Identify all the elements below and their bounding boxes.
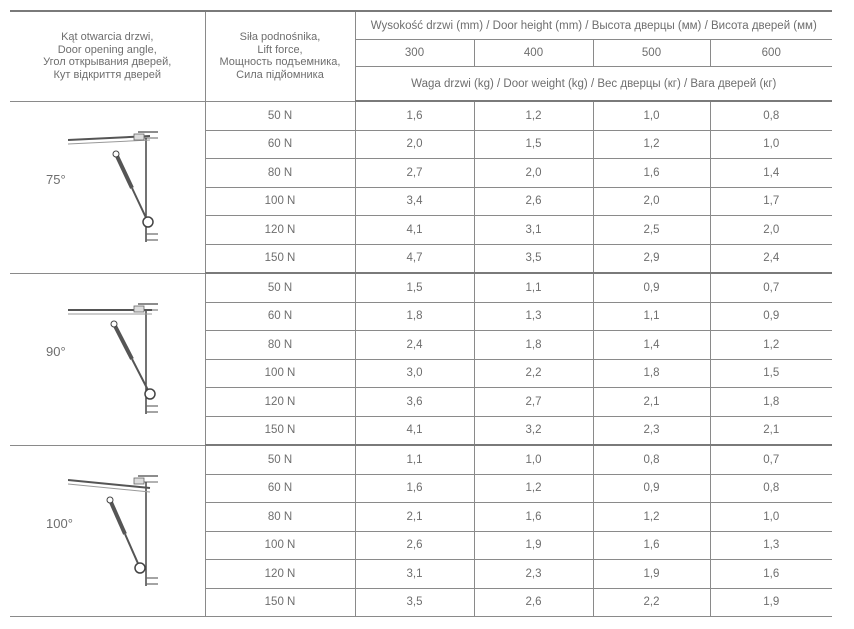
door-weight-cell-600: 0,8 xyxy=(710,101,832,130)
door-weight-cell-400: 1,2 xyxy=(474,101,593,130)
table-row xyxy=(10,273,832,302)
door-weight-cell-300: 3,5 xyxy=(355,588,474,617)
door-weight-cell-600: 1,7 xyxy=(710,187,832,216)
door-weight-cell-600: 0,8 xyxy=(710,474,832,503)
lift-force-cell: 150 N xyxy=(205,416,355,445)
door-weight-cell-600: 0,7 xyxy=(710,273,832,302)
lift-force-cell: 50 N xyxy=(205,101,355,130)
door-weight-cell-600: 1,9 xyxy=(710,588,832,617)
door-weight-cell-500: 1,2 xyxy=(593,130,710,159)
door-weight-cell-500: 0,8 xyxy=(593,445,710,474)
door-weight-cell-400: 2,6 xyxy=(474,187,593,216)
height-300-header: 300 xyxy=(355,40,474,67)
lift-force-cell: 100 N xyxy=(205,359,355,388)
door-weight-cell-600: 0,9 xyxy=(710,302,832,331)
door-weight-cell-400: 1,5 xyxy=(474,130,593,159)
lift-force-cell: 60 N xyxy=(205,302,355,331)
lift-force-cell: 80 N xyxy=(205,331,355,360)
lift-force-cell: 100 N xyxy=(205,187,355,216)
door-weight-cell-300: 1,6 xyxy=(355,474,474,503)
door-weight-cell-400: 2,6 xyxy=(474,588,593,617)
door-weight-cell-400: 2,2 xyxy=(474,359,593,388)
door-weight-cell-500: 1,6 xyxy=(593,531,710,560)
door-weight-cell-500: 0,9 xyxy=(593,273,710,302)
lift-force-cell: 60 N xyxy=(205,130,355,159)
door-weight-cell-600: 1,8 xyxy=(710,388,832,417)
door-weight-cell-300: 4,1 xyxy=(355,416,474,445)
lift-force-cell: 50 N xyxy=(205,273,355,302)
door-weight-cell-300: 1,5 xyxy=(355,273,474,302)
door-weight-cell-500: 1,1 xyxy=(593,302,710,331)
door-weight-cell-400: 3,5 xyxy=(474,244,593,273)
door-weight-cell-600: 1,0 xyxy=(710,130,832,159)
opening-angle-label: 90° xyxy=(46,343,66,359)
lift-force-table xyxy=(10,10,832,617)
lift-force-cell: 150 N xyxy=(205,588,355,617)
table-row xyxy=(10,445,832,474)
door-weight-cell-400: 1,0 xyxy=(474,445,593,474)
door-weight-cell-300: 2,7 xyxy=(355,159,474,188)
door-weight-cell-400: 2,0 xyxy=(474,159,593,188)
door-weight-cell-400: 3,1 xyxy=(474,216,593,245)
door-weight-cell-500: 1,4 xyxy=(593,331,710,360)
angle-cell xyxy=(10,273,205,445)
lift-force-cell: 50 N xyxy=(205,445,355,474)
lift-force-cell: 80 N xyxy=(205,159,355,188)
door-weight-cell-400: 1,9 xyxy=(474,531,593,560)
door-weight-cell-300: 3,1 xyxy=(355,560,474,589)
door-weight-cell-300: 2,1 xyxy=(355,503,474,532)
door-weight-cell-300: 1,8 xyxy=(355,302,474,331)
lift-mechanism-75-icon xyxy=(68,114,158,254)
lift-force-cell: 100 N xyxy=(205,531,355,560)
door-weight-cell-600: 0,7 xyxy=(710,445,832,474)
opening-angle-label: 75° xyxy=(46,171,66,187)
door-weight-cell-500: 1,9 xyxy=(593,560,710,589)
lift-force-cell: 150 N xyxy=(205,244,355,273)
door-weight-cell-400: 3,2 xyxy=(474,416,593,445)
lift-mechanism-100-icon xyxy=(68,458,158,598)
angle-column-header: Kąt otwarcia drzwi, Door opening angle, Угол открывания дверей, Кут відкриття дверей xyxy=(10,11,205,101)
door-weight-cell-300: 2,0 xyxy=(355,130,474,159)
door-weight-cell-600: 2,0 xyxy=(710,216,832,245)
lift-force-cell: 60 N xyxy=(205,474,355,503)
door-weight-cell-600: 1,5 xyxy=(710,359,832,388)
door-weight-cell-600: 1,4 xyxy=(710,159,832,188)
door-weight-cell-300: 1,1 xyxy=(355,445,474,474)
lift-force-cell: 120 N xyxy=(205,560,355,589)
door-weight-header: Waga drzwi (kg) / Door weight (kg) / Вес дверцы (кг) / Вага дверей (кг) xyxy=(355,67,832,102)
door-weight-cell-500: 2,3 xyxy=(593,416,710,445)
door-height-group-header: Wysokość drzwi (mm) / Door height (mm) / Высота дверцы (мм) / Висота дверей (мм) xyxy=(355,11,832,40)
door-weight-cell-400: 1,3 xyxy=(474,302,593,331)
door-weight-cell-500: 2,1 xyxy=(593,388,710,417)
table-body xyxy=(10,101,832,617)
door-weight-cell-500: 0,9 xyxy=(593,474,710,503)
door-weight-cell-300: 4,1 xyxy=(355,216,474,245)
door-weight-cell-300: 3,4 xyxy=(355,187,474,216)
door-weight-cell-400: 1,8 xyxy=(474,331,593,360)
door-weight-cell-500: 1,6 xyxy=(593,159,710,188)
door-weight-cell-300: 3,0 xyxy=(355,359,474,388)
door-weight-cell-300: 3,6 xyxy=(355,388,474,417)
door-weight-cell-400: 2,7 xyxy=(474,388,593,417)
door-weight-cell-400: 2,3 xyxy=(474,560,593,589)
door-weight-cell-600: 1,6 xyxy=(710,560,832,589)
opening-angle-label: 100° xyxy=(46,515,73,531)
lift-force-cell: 120 N xyxy=(205,388,355,417)
height-400-header: 400 xyxy=(474,40,593,67)
door-weight-cell-300: 2,6 xyxy=(355,531,474,560)
door-weight-cell-500: 2,2 xyxy=(593,588,710,617)
door-weight-cell-500: 1,0 xyxy=(593,101,710,130)
lift-force-cell: 120 N xyxy=(205,216,355,245)
door-weight-cell-300: 1,6 xyxy=(355,101,474,130)
angle-cell xyxy=(10,445,205,617)
door-weight-cell-500: 2,5 xyxy=(593,216,710,245)
door-weight-cell-600: 1,3 xyxy=(710,531,832,560)
door-weight-cell-300: 2,4 xyxy=(355,331,474,360)
lift-mechanism-90-icon xyxy=(68,286,158,426)
door-weight-cell-500: 2,0 xyxy=(593,187,710,216)
door-weight-cell-400: 1,6 xyxy=(474,503,593,532)
table-row xyxy=(10,101,832,130)
lift-force-cell: 80 N xyxy=(205,503,355,532)
door-weight-cell-400: 1,1 xyxy=(474,273,593,302)
door-weight-cell-600: 1,2 xyxy=(710,331,832,360)
force-column-header: Siła podnośnika, Lift force, Мощность подъемника, Сила підйомника xyxy=(205,11,355,101)
door-weight-cell-600: 1,0 xyxy=(710,503,832,532)
door-weight-cell-500: 2,9 xyxy=(593,244,710,273)
height-500-header: 500 xyxy=(593,40,710,67)
door-weight-cell-600: 2,4 xyxy=(710,244,832,273)
door-weight-cell-500: 1,8 xyxy=(593,359,710,388)
height-600-header: 600 xyxy=(710,40,832,67)
door-weight-cell-500: 1,2 xyxy=(593,503,710,532)
door-weight-cell-400: 1,2 xyxy=(474,474,593,503)
door-weight-cell-600: 2,1 xyxy=(710,416,832,445)
angle-cell xyxy=(10,101,205,273)
door-weight-cell-300: 4,7 xyxy=(355,244,474,273)
